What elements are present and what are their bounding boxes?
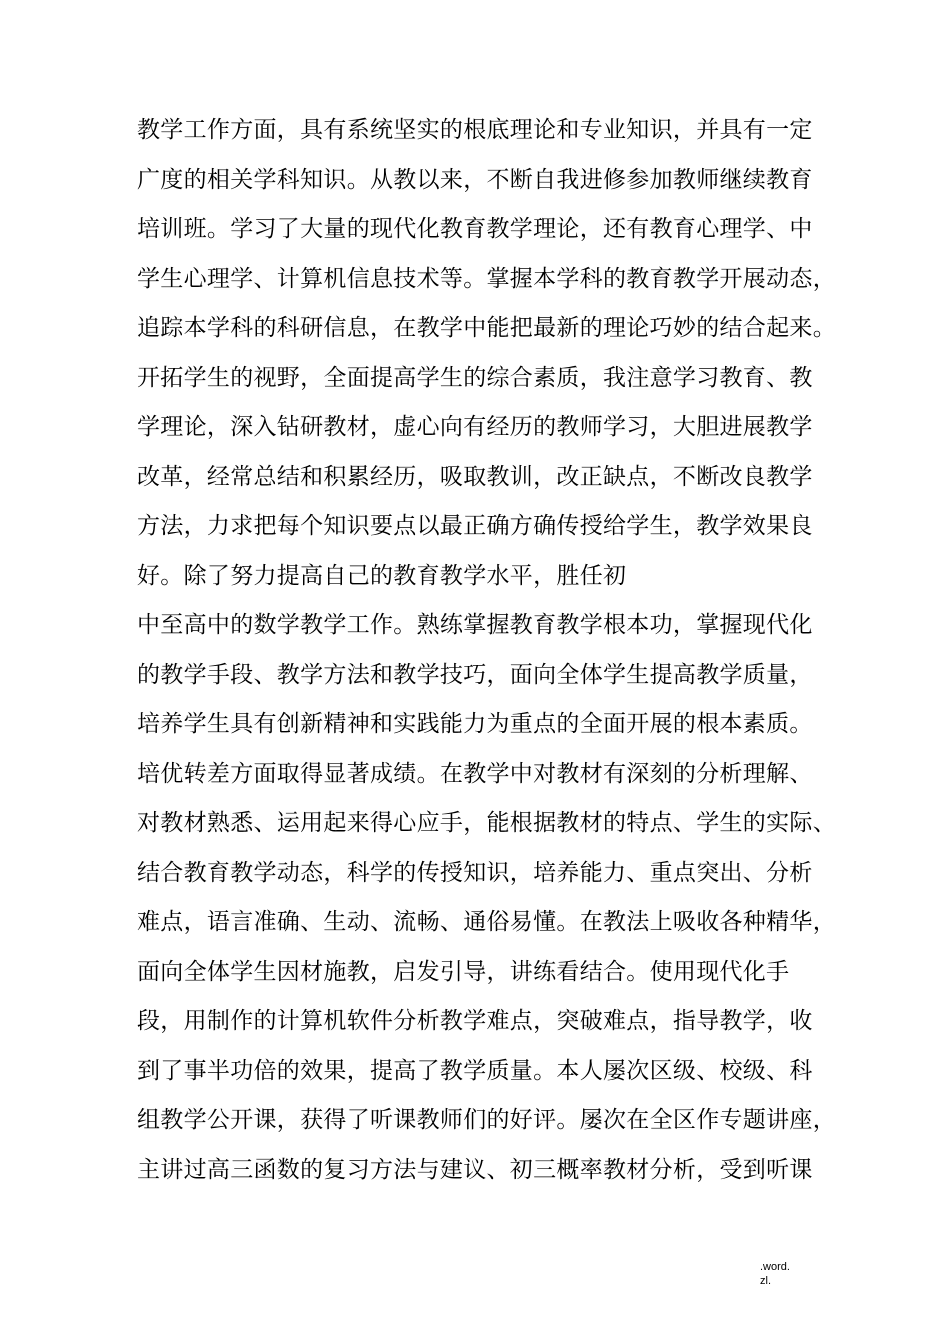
text-line: 学生心理学、计算机信息技术等。掌握本学科的教育教学开展动态， <box>137 265 836 292</box>
text-line: 到了事半功倍的效果，提高了教学质量。本人屡次区级、校级、科 <box>137 1057 813 1084</box>
page-footer <box>760 1260 790 1288</box>
text-line: 开拓学生的视野，全面提高学生的综合素质，我注意学习教育、教 <box>137 364 813 391</box>
text-line: 培训班。学习了大量的现代化教育教学理论，还有教育心理学、中 <box>137 216 813 242</box>
text-line: 主讲过高三函数的复习方法与建议、初三概率教材分析，受到听课 <box>137 1156 813 1183</box>
footer-line-2: zl. <box>760 1275 771 1287</box>
text-line: 追踪本学科的科研信息，在教学中能把最新的理论巧妙的结合起来。 <box>137 315 836 341</box>
text-line: 中至高中的数学教学工作。熟练掌握教育教学根本功，掌握现代化 <box>137 612 813 638</box>
text-line: 对教材熟悉、运用起来得心应手，能根据教材的特点、学生的实际、 <box>137 810 836 836</box>
body-text <box>137 106 837 1195</box>
text-line: 的教学手段、教学方法和教学技巧，面向全体学生提高教学质量， <box>137 661 813 688</box>
text-line: 难点，语言准确、生动、流畅、通俗易懂。在教法上吸收各种精华， <box>137 909 836 935</box>
text-line: 面向全体学生因材施教，启发引导，讲练看结合。使用现代化手 <box>137 958 790 985</box>
text-line: 改革，经常总结和积累经历，吸取教训，改正缺点，不断改良教学 <box>137 463 813 490</box>
footer-line-1: .word. <box>760 1261 790 1273</box>
text-line: 培养学生具有创新精神和实践能力为重点的全面开展的根本素质。 <box>137 711 813 737</box>
text-line: 段，用制作的计算机软件分析教学难点，突破难点，指导教学，收 <box>137 1008 813 1034</box>
text-line: 结合教育教学动态，科学的传授知识，培养能力、重点突出、分析 <box>137 859 813 886</box>
text-line: 教学工作方面，具有系统坚实的根底理论和专业知识，并具有一定 <box>137 117 813 143</box>
text-line: 广度的相关学科知识。从教以来，不断自我进修参加教师继续教育 <box>137 166 813 193</box>
text-line: 方法，力求把每个知识要点以最正确方确传授给学生，教学效果良 <box>137 513 813 539</box>
text-line: 好。除了努力提高自己的教育教学水平，胜任初 <box>137 562 627 589</box>
text-line: 培优转差方面取得显著成绩。在教学中对教材有深刻的分析理解、 <box>137 760 813 787</box>
text-line: 组教学公开课，获得了听课教师们的好评。屡次在全区作专题讲座， <box>137 1107 836 1133</box>
text-line: 学理论，深入钻研教材，虚心向有经历的教师学习，大胆进展教学 <box>137 414 813 440</box>
